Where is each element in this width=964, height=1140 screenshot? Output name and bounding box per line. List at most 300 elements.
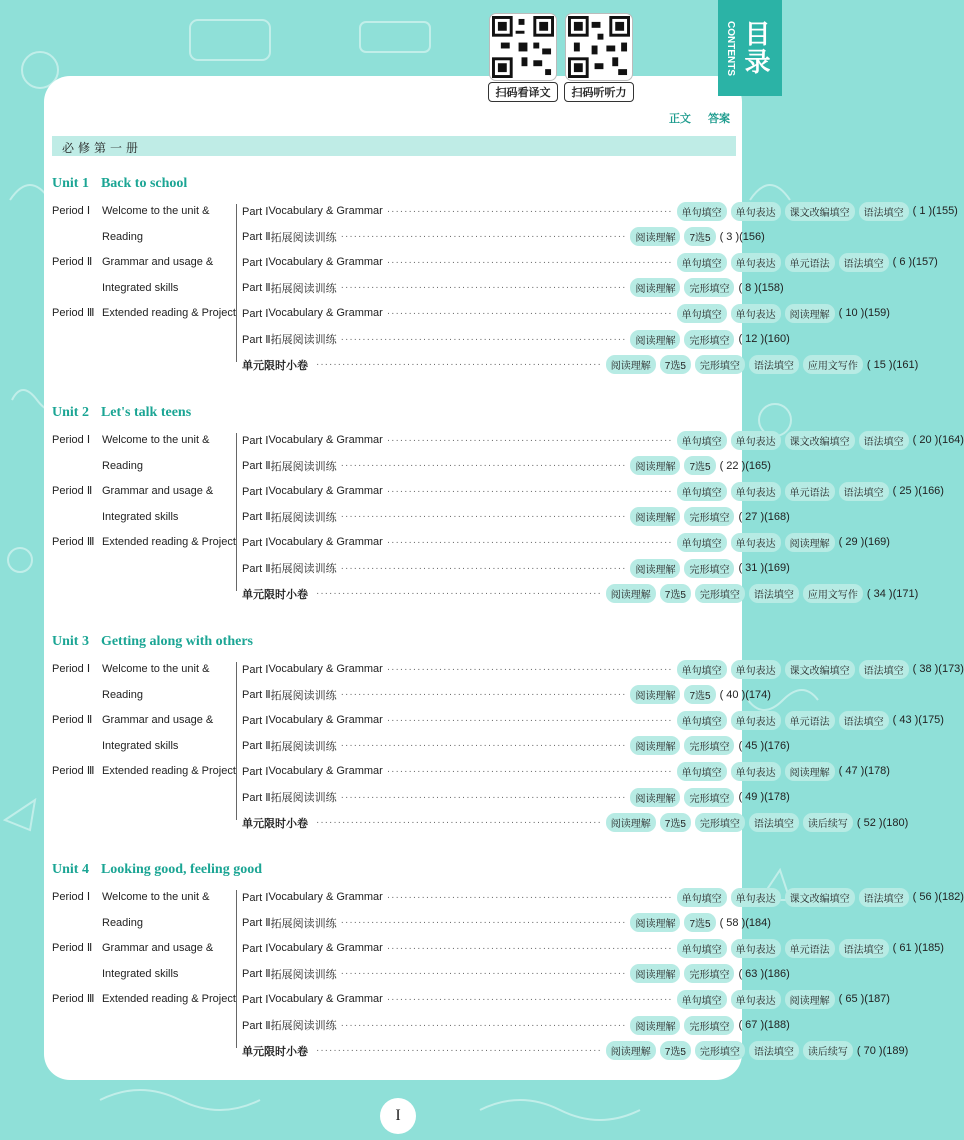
unit-number: Unit 1: [52, 176, 89, 191]
exercise-tag: 单元语法: [785, 939, 835, 958]
period-id: Period Ⅱ: [52, 256, 93, 269]
leader-dots: ··································································: [316, 588, 602, 600]
part-label: Part Ⅱ: [242, 562, 271, 575]
page-ref: ( 25 )(166): [892, 485, 944, 498]
page-ref: ( 70 )(189): [856, 1044, 909, 1057]
period-title-line2: Reading: [102, 231, 143, 243]
exercise-tag: 课文改编填空: [785, 431, 855, 450]
period-entry[interactable]: [52, 529, 236, 555]
page-ref: ( 49 )(178): [738, 791, 790, 803]
page-ref: ( 15 )(161): [866, 358, 919, 371]
exercise-tag: 单元语法: [785, 253, 835, 272]
exercise-tag: 阅读理解: [630, 456, 680, 475]
tag-group: [606, 584, 863, 603]
leader-dots: ··································································: [386, 307, 673, 319]
part-label: Part Ⅰ: [242, 536, 269, 549]
exercise-tag: 语法填空: [839, 482, 889, 501]
unit-title[interactable]: [52, 405, 191, 421]
qr-listening[interactable]: [564, 14, 634, 102]
period-divider: [236, 433, 237, 591]
page-ref: ( 3 )(156): [719, 230, 765, 243]
tag-group: [677, 762, 835, 781]
section-name: Vocabulary & Grammar: [268, 307, 383, 320]
part-label: 单元限时小卷: [242, 817, 308, 830]
toc-row[interactable]: [242, 201, 958, 221]
period-title-line2: Integrated skills: [102, 282, 179, 295]
exercise-tag: 语法填空: [839, 939, 889, 958]
section-name: 拓展阅读训练: [270, 563, 337, 575]
page-number: I: [380, 1098, 416, 1134]
qr-code-icon: [490, 14, 556, 80]
leader-dots: ··································································: [340, 282, 627, 294]
unit-number: Unit 4: [52, 862, 89, 877]
exercise-tag: 语法填空: [859, 431, 909, 450]
part-label: Part Ⅱ: [242, 460, 271, 473]
tag-group: [630, 788, 734, 807]
page-ref: ( 47 )(178): [838, 765, 890, 778]
part-label: Part Ⅱ: [242, 1019, 271, 1032]
part-label: Part Ⅱ: [242, 917, 271, 930]
exercise-tag: 单句填空: [677, 533, 727, 552]
exercise-tag: 语法填空: [859, 888, 909, 907]
col-answer: 答案: [708, 113, 730, 125]
page-ref: ( 58 )(184): [719, 916, 771, 929]
tag-group: [606, 355, 863, 374]
exercise-tag: 阅读理解: [630, 685, 680, 704]
exercise-tag: 单句表达: [731, 202, 781, 221]
part-label: Part Ⅱ: [242, 740, 271, 753]
leader-dots: ··································································: [386, 434, 673, 446]
leader-dots: ··································································: [386, 942, 673, 954]
page-ref: ( 52 )(180): [856, 816, 909, 829]
toc-row[interactable]: [242, 1015, 790, 1035]
part-label: Part Ⅱ: [242, 511, 271, 524]
tag-group: [630, 964, 734, 983]
tag-group: [630, 456, 715, 475]
period-entry[interactable]: [52, 986, 236, 1012]
tag-group: [606, 1041, 853, 1060]
qr-translation[interactable]: [488, 14, 558, 102]
part-label: 单元限时小卷: [242, 588, 308, 601]
tag-group: [630, 559, 734, 578]
exercise-tag: 单元语法: [785, 482, 835, 501]
exercise-tag: 单句填空: [677, 431, 727, 450]
part-label: 单元限时小卷: [242, 1045, 308, 1058]
exercise-tag: 语法填空: [749, 584, 799, 603]
part-label: 单元限时小卷: [242, 359, 308, 372]
exercise-tag: 阅读理解: [630, 964, 680, 983]
unit-test-row[interactable]: [242, 584, 919, 604]
qr-translation-label: 扫码看译文: [488, 82, 558, 102]
section-name: 拓展阅读训练: [270, 1020, 337, 1032]
period-id: Period Ⅲ: [52, 993, 95, 1006]
exercise-tag: 完形填空: [684, 507, 734, 526]
exercise-tag: 单句填空: [677, 253, 727, 272]
exercise-tag: 课文改编填空: [785, 888, 855, 907]
part-label: Part Ⅰ: [242, 256, 269, 269]
exercise-tag: 完形填空: [695, 584, 745, 603]
toc-row[interactable]: [242, 329, 790, 349]
exercise-tag: 单句填空: [677, 202, 727, 221]
exercise-tag: 语法填空: [839, 711, 889, 730]
period-divider: [236, 890, 237, 1048]
period-title: Welcome to the unit &: [102, 434, 210, 446]
part-label: Part Ⅰ: [242, 891, 269, 904]
leader-dots: ··································································: [340, 1019, 627, 1031]
section-name: 拓展阅读训练: [270, 282, 337, 295]
page-ref: ( 10 )(159): [838, 307, 890, 320]
leader-dots: ··································································: [386, 993, 673, 1005]
exercise-tag: 阅读理解: [630, 913, 680, 932]
exercise-tag: 阅读理解: [785, 304, 835, 323]
page-ref: ( 29 )(169): [838, 536, 890, 549]
period-id: Period Ⅲ: [52, 307, 95, 320]
tag-group: [677, 202, 909, 221]
toc-row[interactable]: [242, 989, 890, 1009]
leader-dots: ··································································: [340, 511, 627, 523]
period-entry[interactable]: [52, 707, 213, 759]
part-label: Part Ⅱ: [242, 282, 271, 295]
leader-dots: ··································································: [340, 917, 627, 929]
exercise-tag: 单句填空: [677, 482, 727, 501]
period-title: Extended reading & Project: [102, 993, 236, 1006]
period-title: Grammar and usage &: [102, 485, 214, 498]
page-ref: ( 56 )(182): [912, 891, 964, 903]
unit-name: Looking good, feeling good: [100, 862, 262, 877]
page-ref: ( 6 )(157): [892, 256, 938, 269]
exercise-tag: 读后续写: [803, 813, 853, 832]
part-label: Part Ⅰ: [242, 942, 269, 955]
page-ref: ( 43 )(175): [892, 714, 944, 727]
part-label: Part Ⅱ: [242, 231, 271, 244]
exercise-tag: 完形填空: [695, 1041, 745, 1060]
exercise-tag: 完形填空: [684, 330, 734, 349]
period-entry[interactable]: [52, 884, 209, 936]
period-title: Welcome to the unit &: [102, 663, 210, 675]
leader-dots: ··································································: [386, 256, 673, 268]
contents-en: CONTENTS: [725, 20, 736, 76]
exercise-tag: 语法填空: [859, 202, 909, 221]
contents-cn: 目录: [741, 20, 771, 76]
period-title: Extended reading & Project: [102, 536, 236, 549]
period-id: Period Ⅲ: [52, 536, 95, 549]
period-id: Period Ⅱ: [52, 485, 93, 498]
tag-group: [630, 685, 715, 704]
leader-dots: ··································································: [386, 765, 673, 777]
leader-dots: ··································································: [340, 968, 627, 980]
exercise-tag: 语法填空: [749, 813, 799, 832]
leader-dots: ··································································: [340, 740, 627, 752]
toc-row[interactable]: [242, 227, 765, 247]
tag-group: [630, 1016, 734, 1035]
exercise-tag: 应用文写作: [803, 584, 863, 603]
period-id: Period Ⅲ: [52, 765, 95, 778]
exercise-tag: 单句表达: [731, 660, 781, 679]
exercise-tag: 单句填空: [677, 888, 727, 907]
section-name: Vocabulary & Grammar: [268, 891, 383, 903]
section-name: 拓展阅读训练: [270, 917, 337, 930]
period-title: Grammar and usage &: [102, 714, 214, 727]
exercise-tag: 阅读理解: [630, 736, 680, 755]
unit-title[interactable]: [52, 634, 253, 650]
period-title: Extended reading & Project: [102, 307, 236, 320]
tag-group: [677, 253, 889, 272]
section-name: Vocabulary & Grammar: [268, 942, 383, 955]
exercise-tag: 7选5: [684, 227, 715, 246]
unit-test-row[interactable]: [242, 1041, 909, 1061]
exercise-tag: 单句表达: [731, 888, 781, 907]
exercise-tag: 阅读理解: [785, 990, 835, 1009]
page-ref: ( 12 )(160): [738, 333, 790, 345]
section-name: Vocabulary & Grammar: [268, 434, 383, 446]
qr-listening-label: 扫码听听力: [564, 82, 634, 102]
column-headers: [655, 110, 730, 126]
tag-group: [606, 813, 853, 832]
leader-dots: ··································································: [386, 536, 673, 548]
section-name: Vocabulary & Grammar: [268, 765, 383, 778]
exercise-tag: 阅读理解: [630, 330, 680, 349]
unit-name: Let's talk teens: [100, 405, 192, 420]
exercise-tag: 阅读理解: [606, 813, 656, 832]
unit-test-row[interactable]: [242, 355, 919, 375]
tag-group: [677, 431, 909, 450]
exercise-tag: 语法填空: [859, 660, 909, 679]
contents-tag: [718, 0, 782, 96]
tag-group: [630, 736, 734, 755]
exercise-tag: 完形填空: [684, 736, 734, 755]
section-name: Vocabulary & Grammar: [268, 993, 383, 1006]
leader-dots: ··································································: [316, 817, 602, 829]
toc-row[interactable]: [242, 507, 790, 527]
toc-row[interactable]: [242, 659, 964, 679]
exercise-tag: 单句填空: [677, 762, 727, 781]
exercise-tag: 完形填空: [695, 355, 745, 374]
section-name: 拓展阅读训练: [270, 511, 337, 524]
toc-row[interactable]: [242, 964, 790, 984]
toc-row[interactable]: [242, 736, 790, 756]
period-entry[interactable]: [52, 656, 209, 708]
page-ref: ( 61 )(185): [892, 942, 944, 955]
page-ref: ( 31 )(169): [738, 562, 790, 574]
section-name: Vocabulary & Grammar: [268, 256, 383, 269]
page-ref: ( 40 )(174): [719, 688, 771, 701]
toc-row[interactable]: [242, 761, 890, 781]
part-label: Part Ⅰ: [242, 205, 269, 218]
period-title-line2: Reading: [102, 689, 143, 701]
exercise-tag: 单句填空: [677, 990, 727, 1009]
tag-group: [677, 990, 835, 1009]
leader-dots: ··································································: [340, 231, 627, 243]
page-ref: ( 22 )(165): [719, 459, 771, 472]
period-entry[interactable]: [52, 198, 209, 250]
exercise-tag: 单句表达: [731, 304, 781, 323]
exercise-tag: 单句表达: [731, 482, 781, 501]
exercise-tag: 读后续写: [803, 1041, 853, 1060]
toc-row[interactable]: [242, 278, 784, 298]
section-name: Vocabulary & Grammar: [268, 663, 383, 675]
period-id: Period Ⅰ: [52, 891, 91, 903]
period-divider: [236, 662, 237, 820]
tag-group: [677, 711, 889, 730]
part-label: Part Ⅰ: [242, 663, 269, 676]
part-label: Part Ⅱ: [242, 333, 271, 346]
leader-dots: ··································································: [340, 689, 627, 701]
exercise-tag: 单句表达: [731, 253, 781, 272]
toc-row[interactable]: [242, 787, 790, 807]
tag-group: [630, 330, 734, 349]
section-name: 拓展阅读训练: [270, 689, 337, 702]
section-name: Vocabulary & Grammar: [268, 536, 383, 549]
leader-dots: ··································································: [316, 1045, 602, 1057]
exercise-tag: 单句填空: [677, 939, 727, 958]
exercise-tag: 课文改编填空: [785, 202, 855, 221]
period-entry[interactable]: [52, 300, 236, 326]
exercise-tag: 单句表达: [731, 762, 781, 781]
unit-number: Unit 3: [52, 634, 89, 649]
exercise-tag: 阅读理解: [630, 278, 680, 297]
exercise-tag: 单元语法: [785, 711, 835, 730]
exercise-tag: 完形填空: [684, 788, 734, 807]
exercise-tag: 阅读理解: [630, 788, 680, 807]
exercise-tag: 阅读理解: [785, 533, 835, 552]
section-name: Vocabulary & Grammar: [268, 205, 383, 217]
tag-group: [630, 913, 715, 932]
page-ref: ( 67 )(188): [738, 1019, 790, 1031]
exercise-tag: 应用文写作: [803, 355, 863, 374]
exercise-tag: 阅读理解: [785, 762, 835, 781]
period-title: Grammar and usage &: [102, 942, 214, 955]
period-title-line2: Integrated skills: [102, 968, 179, 981]
part-label: Part Ⅰ: [242, 307, 269, 320]
period-id: Period Ⅱ: [52, 714, 93, 727]
leader-dots: ··································································: [340, 791, 627, 803]
exercise-tag: 语法填空: [749, 1041, 799, 1060]
exercise-tag: 7选5: [660, 813, 691, 832]
toc-row[interactable]: [242, 685, 771, 705]
exercise-tag: 语法填空: [839, 253, 889, 272]
unit-title[interactable]: [52, 176, 187, 192]
toc-row[interactable]: [242, 430, 964, 450]
part-label: Part Ⅰ: [242, 714, 269, 727]
exercise-tag: 单句填空: [677, 660, 727, 679]
period-divider: [236, 204, 237, 362]
exercise-tag: 7选5: [660, 1041, 691, 1060]
toc-row[interactable]: [242, 532, 890, 552]
page-ref: ( 27 )(168): [738, 510, 790, 523]
toc-row[interactable]: [242, 481, 944, 501]
period-id: Period Ⅱ: [52, 942, 93, 955]
tag-group: [677, 888, 909, 907]
tag-group: [677, 939, 889, 958]
exercise-tag: 单句表达: [731, 711, 781, 730]
exercise-tag: 阅读理解: [606, 584, 656, 603]
period-id: Period Ⅰ: [52, 205, 91, 217]
part-label: Part Ⅱ: [242, 689, 271, 702]
exercise-tag: 完形填空: [684, 278, 734, 297]
period-title-line2: Reading: [102, 917, 143, 929]
part-label: Part Ⅰ: [242, 765, 269, 778]
leader-dots: ··································································: [316, 359, 602, 371]
unit-test-row[interactable]: [242, 813, 909, 833]
leader-dots: ··································································: [386, 205, 673, 217]
exercise-tag: 单句填空: [677, 304, 727, 323]
leader-dots: ··································································: [386, 891, 673, 903]
toc-row[interactable]: [242, 303, 890, 323]
period-entry[interactable]: [52, 478, 213, 530]
exercise-tag: 完形填空: [684, 964, 734, 983]
part-label: Part Ⅰ: [242, 434, 269, 447]
period-entry[interactable]: [52, 935, 213, 987]
exercise-tag: 阅读理解: [606, 355, 656, 374]
exercise-tag: 阅读理解: [630, 227, 680, 246]
leader-dots: ··································································: [340, 562, 627, 574]
toc-row[interactable]: [242, 710, 944, 730]
toc-row[interactable]: [242, 558, 790, 578]
leader-dots: ··································································: [386, 714, 673, 726]
period-id: Period Ⅰ: [52, 663, 91, 675]
exercise-tag: 7选5: [684, 913, 715, 932]
book-title-bar: 必修第一册: [52, 136, 736, 156]
section-name: 拓展阅读训练: [270, 740, 337, 753]
leader-dots: ··································································: [340, 460, 627, 472]
part-label: Part Ⅱ: [242, 968, 271, 981]
leader-dots: ··································································: [386, 663, 673, 675]
period-title: Welcome to the unit &: [102, 891, 210, 903]
exercise-tag: 完形填空: [695, 813, 745, 832]
exercise-tag: 阅读理解: [630, 559, 680, 578]
exercise-tag: 7选5: [684, 456, 715, 475]
page-ref: ( 38 )(173): [912, 663, 964, 675]
unit-number: Unit 2: [52, 405, 89, 420]
toc-row[interactable]: [242, 913, 771, 933]
page-ref: ( 63 )(186): [738, 967, 790, 980]
period-title: Extended reading & Project: [102, 765, 236, 778]
tag-group: [677, 533, 835, 552]
page-ref: ( 65 )(187): [838, 993, 890, 1006]
tag-group: [630, 227, 715, 246]
section-name: 拓展阅读训练: [270, 968, 337, 981]
exercise-tag: 课文改编填空: [785, 660, 855, 679]
period-entry[interactable]: [52, 758, 236, 784]
qr-code-icon: [566, 14, 632, 80]
toc-row[interactable]: [242, 887, 964, 907]
toc-row[interactable]: [242, 938, 944, 958]
tag-group: [677, 660, 909, 679]
toc-row[interactable]: [242, 252, 938, 272]
period-entry[interactable]: [52, 249, 213, 301]
exercise-tag: 单句填空: [677, 711, 727, 730]
exercise-tag: 7选5: [684, 685, 715, 704]
page-ref: ( 34 )(171): [866, 587, 919, 600]
unit-title[interactable]: [52, 862, 262, 878]
toc-row[interactable]: [242, 456, 771, 476]
period-entry[interactable]: [52, 427, 209, 479]
exercise-tag: 单句表达: [731, 533, 781, 552]
page-ref: ( 20 )(164): [912, 434, 964, 446]
exercise-tag: 完形填空: [684, 559, 734, 578]
period-title-line2: Integrated skills: [102, 511, 179, 524]
exercise-tag: 语法填空: [749, 355, 799, 374]
exercise-tag: 完形填空: [684, 1016, 734, 1035]
exercise-tag: 单句表达: [731, 990, 781, 1009]
exercise-tag: 阅读理解: [630, 507, 680, 526]
leader-dots: ··································································: [386, 485, 673, 497]
part-label: Part Ⅰ: [242, 993, 269, 1006]
section-name: 拓展阅读训练: [270, 792, 337, 804]
period-title: Grammar and usage &: [102, 256, 214, 269]
exercise-tag: 阅读理解: [630, 1016, 680, 1035]
exercise-tag: 阅读理解: [606, 1041, 656, 1060]
